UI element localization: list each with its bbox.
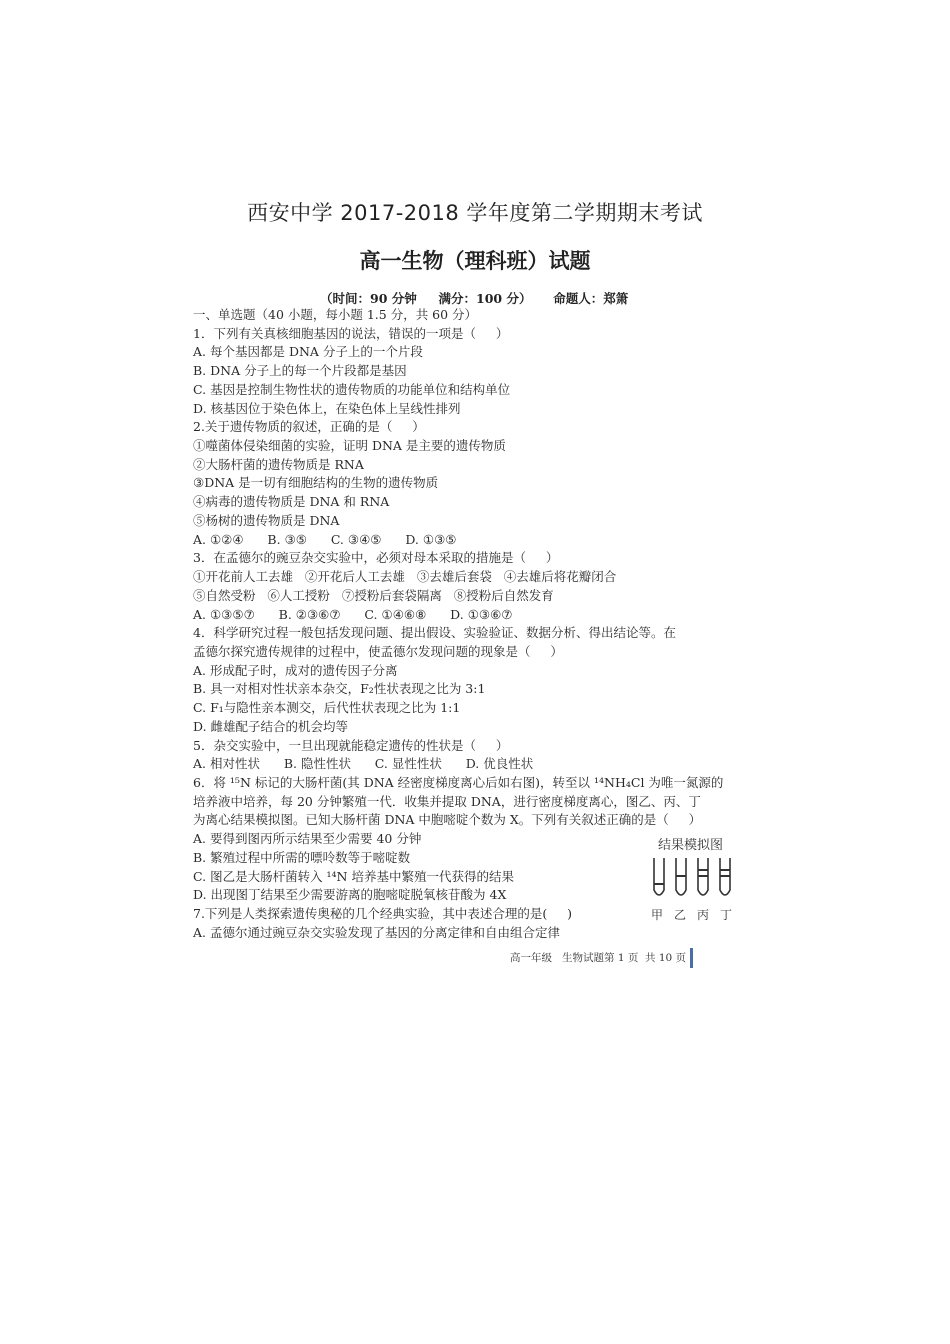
tube-jia	[654, 858, 664, 895]
tube-label-bing: 丙	[697, 908, 710, 922]
tube-label-yi: 乙	[674, 908, 687, 922]
exam-title: 西安中学 2017-2018 学年度第二学期期末考试	[247, 201, 703, 225]
footer-bar	[690, 948, 693, 968]
text-line: 一、单选题（40 小题，每小题 1.5 分，共 60 分）	[193, 307, 478, 322]
text-line: A. 要得到图丙所示结果至少需要 40 分钟	[193, 831, 422, 847]
tube-label-ding: 丁	[720, 908, 733, 922]
text-line: ④病毒的遗传物质是 DNA 和 RNA	[193, 494, 390, 510]
text-line: A. 相对性状 B. 隐性性状 C. 显性性状 D. 优良性状	[193, 756, 534, 772]
text-line: A. ①③⑤⑦ B. ②③⑥⑦ C. ①④⑥⑧ D. ①③⑥⑦	[193, 606, 513, 622]
text-line: 为离心结果模拟图。已知大肠杆菌 DNA 中胞嘧啶个数为 X。下列有关叙述正确的是（ ）	[193, 812, 702, 828]
page-footer: 高一年级 生物试题第 1 页 共 10 页	[510, 952, 687, 964]
text-line: C. 基因是控制生物性状的遗传物质的功能单位和结构单位	[193, 381, 511, 397]
text-line: D. 出现图丁结果至少需要游离的胞嘧啶脱氧核苷酸为 4X	[193, 887, 507, 903]
tube-label-jia: 甲	[651, 908, 664, 922]
figure-title: 结果模拟图	[658, 838, 724, 853]
text-line: 5．杂交实验中，一旦出现就能稳定遗传的性状是（ ）	[193, 737, 509, 753]
exam-info: （时间：90 分钟 满分：100 分） 命题人：郑箫	[320, 291, 629, 306]
text-line: ①噬菌体侵染细菌的实验，证明 DNA 是主要的遗传物质	[193, 438, 506, 454]
text-line: 1．下列有关真核细胞基因的说法，错误的一项是（ ）	[193, 325, 509, 341]
centrifuge-figure	[640, 828, 760, 928]
text-line: A. 孟德尔通过豌豆杂交实验发现了基因的分离定律和自由组合定律	[193, 924, 560, 940]
text-line: ②大肠杆菌的遗传物质是 RNA	[193, 456, 364, 472]
exam-subtitle: 高一生物（理科班）试题	[359, 249, 591, 273]
text-line: 2.关于遗传物质的叙述，正确的是（ ）	[193, 419, 425, 435]
text-line: D. 核基因位于染色体上，在染色体上呈线性排列	[193, 400, 461, 416]
text-line: A. ①②④ B. ③⑤ C. ③④⑤ D. ①③⑤	[193, 531, 457, 547]
text-line: ⑤杨树的遗传物质是 DNA	[193, 512, 340, 528]
text-line: B. 具一对相对性状亲本杂交，F₂性状表现之比为 3:1	[193, 681, 486, 697]
text-line: 7.下列是人类探索遗传奥秘的几个经典实验，其中表述合理的是( )	[193, 906, 573, 922]
text-line: 培养液中培养，每 20 分钟繁殖一代．收集并提取 DNA，进行密度梯度离心，图乙、丙、丁	[193, 793, 701, 809]
text-line: ③DNA 是一切有细胞结构的生物的遗传物质	[193, 475, 439, 491]
text-line: 4．科学研究过程一般包括发现问题、提出假设、实验验证、数据分析、得出结论等。在	[193, 625, 676, 641]
text-line: A. 形成配子时，成对的遗传因子分离	[193, 662, 398, 678]
text-line: B. 繁殖过程中所需的嘌呤数等于嘧啶数	[193, 849, 411, 865]
text-line: B. DNA 分子上的每一个片段都是基因	[193, 363, 407, 379]
text-line: ①开花前人工去雄 ②开花后人工去雄 ③去雄后套袋 ④去雄后将花瓣闭合	[193, 569, 617, 585]
text-line: ⑤自然受粉 ⑥人工授粉 ⑦授粉后套袋隔离 ⑧授粉后自然发育	[193, 587, 554, 603]
text-line: 6．将 ¹⁵N 标记的大肠杆菌(其 DNA 经密度梯度离心后如右图)，转至以 ¹⁴NH₄Cl 为唯一氮源的	[193, 775, 724, 790]
text-line: C. F₁与隐性亲本测交，后代性状表现之比为 1:1	[193, 700, 461, 716]
text-line: A. 每个基因都是 DNA 分子上的一个片段	[193, 344, 423, 360]
text-line: 3．在孟德尔的豌豆杂交实验中，必须对母本采取的措施是（ ）	[193, 550, 559, 566]
text-line: 孟德尔探究遗传规律的过程中，使孟德尔发现问题的现象是（ ）	[193, 643, 563, 659]
text-line: C. 图乙是大肠杆菌转入 ¹⁴N 培养基中繁殖一代获得的结果	[193, 868, 514, 884]
text-line: D. 雌雄配子结合的机会均等	[193, 718, 349, 734]
